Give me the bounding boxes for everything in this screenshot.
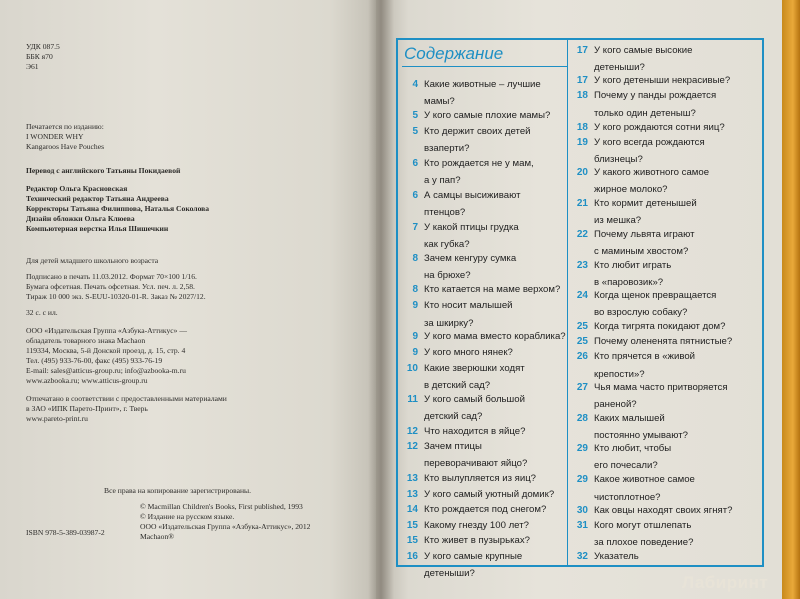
toc-entry-line: Указатель — [594, 551, 639, 562]
toc-entry-line: взаперти? — [424, 142, 470, 154]
imprint-line: www.pareto-print.ru — [26, 414, 88, 423]
toc-page-number: 5 — [412, 110, 418, 122]
toc-page-number: 26 — [576, 351, 588, 363]
toc-entry[interactable] — [594, 134, 705, 168]
imprint-line: © Macmillan Children's Books, First published, 1993 — [140, 502, 303, 511]
imprint-line: Machaon® — [140, 532, 175, 541]
imprint-line: в ЗАО «ИПК Парето-Принт», г. Тверь — [26, 404, 148, 413]
toc-entry-line: мамы? — [424, 96, 455, 108]
toc-title: Содержание — [404, 44, 504, 63]
imprint-line: Редактор Ольга Красновская — [26, 184, 128, 193]
toc-entry-line: жирное молоко? — [594, 184, 668, 196]
toc-entry-line: переворачивают яйцо? — [424, 458, 528, 470]
toc-entry-line: постоянно умывают? — [594, 430, 688, 442]
toc-entry[interactable] — [594, 471, 695, 505]
toc-entry-line: Кого могут отшлепать — [594, 519, 692, 531]
toc-entry-line: его почесали? — [594, 460, 658, 472]
toc-column-divider — [567, 40, 568, 565]
toc-entry[interactable] — [594, 287, 716, 321]
imprint-line: www.azbooka.ru; www.atticus-group.ru — [26, 376, 148, 385]
toc-page-number: 25 — [576, 336, 588, 348]
imprint-line: Все права на копирование зарегистрированы. — [104, 486, 252, 495]
toc-entry[interactable] — [594, 517, 693, 551]
toc-page-number: 13 — [406, 473, 418, 485]
toc-entry-line: Какие зверюшки ходят — [424, 362, 525, 374]
imprint-line: Тираж 10 000 экз. S-EUU-10320-01-R. Заказ № 2027/12. — [26, 292, 206, 301]
toc-page-number: 28 — [576, 412, 588, 424]
toc-entry-line: Как овцы находят своих ягнят? — [594, 504, 733, 516]
imprint-line: Kangaroos Have Pouches — [26, 142, 105, 151]
toc-entry-line: детский сад? — [424, 410, 483, 422]
toc-entry[interactable] — [594, 164, 709, 198]
toc-entry-line: Что находится в яйце? — [424, 425, 526, 437]
toc-page-number: 12 — [406, 425, 418, 437]
toc-entry-line: Кто любит, чтобы — [594, 443, 672, 455]
toc-entry-line: Кто рождается не у мам, — [424, 157, 534, 169]
toc-entry[interactable] — [424, 155, 534, 189]
toc-title-underline — [402, 66, 567, 67]
toc-page-number: 19 — [576, 136, 588, 148]
toc-entry-line: близнецы? — [594, 153, 643, 165]
toc-entry-line: У кого детеныши некрасивые? — [594, 75, 731, 87]
toc-page-number: 24 — [576, 289, 588, 301]
toc-entry-line: У кого самый уютный домик? — [424, 488, 555, 500]
toc-page-number: 20 — [576, 167, 588, 179]
toc-entry-line: а у пап? — [424, 174, 461, 186]
imprint-line: Компьютерная верстка Илья Шишечкин — [26, 224, 169, 233]
toc-entry-line: в детский сад? — [424, 379, 491, 391]
toc-entry-line: детеныши? — [424, 568, 475, 580]
toc-entry-line: Когда щенок превращается — [594, 289, 717, 301]
toc-entry[interactable] — [594, 87, 716, 121]
toc-entry[interactable] — [424, 250, 516, 284]
toc-entry[interactable] — [424, 438, 527, 472]
toc-entry-line: Когда тигрята покидают дом? — [594, 321, 726, 333]
toc-entry-line: Кто кормит детенышей — [594, 198, 697, 210]
imprint-line: Подписано в печать 11.03.2012. Формат 70×100 1/16. — [26, 272, 197, 281]
toc-entry-line: с маминым хвостом? — [594, 245, 689, 257]
toc-page-number: 6 — [412, 189, 418, 201]
toc-entry[interactable] — [594, 548, 639, 565]
imprint-line: Бумага офсетная. Печать офсетная. Усл. печ. л. 2,58. — [26, 282, 195, 291]
toc-page-number: 23 — [576, 259, 588, 271]
toc-entry-line: Зачем птицы — [424, 441, 482, 453]
toc-page-number: 5 — [412, 125, 418, 137]
toc-entry-line: Кто держит своих детей — [424, 125, 531, 137]
toc-entry[interactable] — [594, 195, 697, 229]
toc-page-number: 25 — [576, 321, 588, 333]
toc-page-number: 15 — [406, 535, 418, 547]
toc-entry[interactable] — [424, 76, 541, 110]
toc-entry-line: на брюхе? — [424, 270, 471, 281]
toc-entry-line: Кто любит играть — [594, 259, 672, 271]
toc-page-number: 12 — [406, 441, 418, 453]
toc-entry-line: за плохое поведение? — [594, 537, 694, 549]
toc-entry-line: У кого самые плохие мамы? — [424, 110, 551, 122]
toc-entry-line: крепости»? — [594, 368, 645, 380]
toc-entry-line: Кто катается на маме верхом? — [424, 283, 561, 295]
toc-entry[interactable] — [594, 257, 671, 291]
toc-entry-line: детеныши? — [594, 62, 645, 74]
toc-entry-line: Кто вылупляется из яиц? — [424, 473, 537, 485]
toc-page-number: 29 — [576, 474, 588, 486]
book-cover-edge — [782, 0, 800, 599]
toc-page-number: 8 — [412, 252, 418, 264]
imprint-line: Дизайн обложки Ольга Клюева — [26, 214, 135, 223]
book-gutter — [368, 0, 394, 599]
toc-entry[interactable] — [594, 379, 728, 413]
toc-page-number: 9 — [412, 300, 418, 312]
toc-entry-line: как губка? — [424, 238, 470, 250]
toc-entry-line: Кто живет в пузырьках? — [424, 535, 530, 547]
toc-entry[interactable] — [424, 281, 560, 298]
toc-page-number: 27 — [576, 381, 588, 393]
toc-entry[interactable] — [594, 440, 671, 474]
toc-entry-line: А самцы высиживают — [424, 189, 521, 201]
toc-entry[interactable] — [594, 348, 695, 382]
toc-entry-line: за шкирку? — [424, 317, 474, 329]
toc-page-number: 16 — [406, 551, 418, 562]
toc-entry[interactable] — [424, 123, 531, 157]
toc-page-number: 22 — [576, 228, 588, 240]
toc-entry[interactable] — [424, 391, 525, 425]
toc-entry[interactable] — [424, 360, 525, 394]
toc-entry[interactable] — [424, 187, 520, 221]
imprint-line: обладатель товарного знака Machaon — [26, 336, 146, 345]
toc-entry-line: У кого самые высокие — [594, 45, 693, 56]
toc-entry-line: Кто рождается под снегом? — [424, 504, 547, 516]
imprint-line: УДК 087.5 — [26, 42, 60, 51]
toc-entry-line: Чья мама часто притворяется — [594, 381, 728, 393]
imprint-line: Технический редактор Татьяна Андреева — [26, 194, 169, 203]
toc-page-number: 17 — [576, 45, 588, 56]
imprint-line: Корректоры Татьяна Филиппова, Наталья Соколова — [26, 204, 210, 213]
toc-entry-line: Почему у панды рождается — [594, 90, 717, 102]
imprint-line: E-mail: sales@atticus-group.ru; info@azbooka-m.ru — [26, 366, 186, 375]
imprint-line: ISBN 978-5-389-03987-2 — [26, 528, 105, 537]
toc-entry-line: Кто прячется в «живой — [594, 351, 696, 363]
toc-entry-line: У кого всегда рождаются — [594, 136, 705, 148]
imprint-line: Для детей младшего школьного возраста — [26, 256, 159, 265]
toc-entry-line: только один детеныш? — [594, 107, 696, 119]
toc-entry-line: во взрослую собаку? — [594, 307, 688, 319]
toc-entry-line: У кого рождаются сотни яиц? — [594, 121, 725, 133]
toc-page-number: 14 — [406, 504, 418, 516]
left-page — [0, 0, 388, 599]
imprint-line: ООО «Издательская Группа «Азбука-Аттикус», 2012 — [140, 522, 311, 531]
toc-page-number: 11 — [407, 393, 418, 405]
toc-entry-line: в «паровозик»? — [594, 276, 664, 288]
toc-entry-line: Кто носит малышей — [424, 300, 513, 312]
toc-page-number: 6 — [412, 157, 418, 169]
imprint-line: 32 с. с ил. — [26, 308, 58, 317]
toc-page-number: 32 — [576, 551, 588, 562]
toc-page-number: 4 — [412, 79, 418, 90]
toc-entry-line: Зачем кенгуру сумка — [424, 252, 517, 264]
imprint-line: Отпечатано в соответствии с предоставленными материалами — [26, 394, 227, 403]
toc-page-number: 7 — [412, 221, 418, 233]
imprint-line: © Издание на русском языке. — [140, 512, 235, 521]
toc-page-number: 13 — [406, 488, 418, 500]
toc-page-number: 18 — [576, 90, 588, 102]
imprint-line: Перевод с английского Татьяны Покидаевой — [26, 166, 181, 175]
toc-entry-line: У кого много нянек? — [424, 347, 513, 358]
toc-entry-line: Почему львята играют — [594, 228, 695, 240]
toc-entry-line: Какие животные – лучшие — [424, 79, 541, 90]
toc-page-number: 21 — [576, 198, 588, 210]
toc-page-number: 10 — [406, 362, 418, 374]
toc-page-number: 8 — [412, 283, 418, 295]
toc-page-number: 29 — [576, 443, 588, 455]
toc-entry-line: птенцов? — [424, 206, 466, 218]
imprint-line: I WONDER WHY — [26, 132, 84, 141]
toc-entry-line: У какой птицы грудка — [424, 221, 519, 233]
toc-entry[interactable] — [594, 42, 692, 76]
toc-entry[interactable] — [424, 297, 513, 331]
imprint-line: ББК я70 — [26, 52, 53, 61]
toc-entry[interactable] — [594, 410, 688, 444]
toc-entry[interactable] — [424, 219, 519, 253]
toc-entry-line: У какого животного самое — [594, 167, 710, 179]
toc-entry-line: У кого самый большой — [424, 393, 525, 405]
toc-entry-line: из мешка? — [594, 215, 642, 227]
toc-entry[interactable] — [594, 226, 695, 260]
toc-entry-line: Почему олененята пятнистые? — [594, 336, 733, 348]
toc-page-number: 30 — [576, 504, 588, 516]
imprint-line: Печатается по изданию: — [26, 122, 104, 131]
toc-page-number: 18 — [576, 121, 588, 133]
toc-entry-line: Какому гнезду 100 лет? — [424, 519, 529, 531]
toc-entry[interactable] — [424, 548, 522, 582]
imprint-line: Тел. (495) 933-76-00, факс (495) 933-76-19 — [26, 356, 163, 365]
toc-entry-line: чистоплотное? — [594, 491, 661, 503]
toc-page-number: 31 — [576, 519, 588, 531]
imprint-line: Э61 — [26, 62, 39, 71]
toc-page-number: 15 — [406, 519, 418, 531]
toc-page-number: 9 — [412, 331, 418, 343]
watermark-logo: Лабиринт — [682, 573, 769, 592]
toc-page-number: 17 — [576, 75, 588, 87]
imprint-line: 119334, Москва, 5-й Донской проезд, д. 15, стр. 4 — [26, 346, 186, 355]
imprint-line: ООО «Издательская Группа «Азбука-Аттикус» — — [26, 326, 187, 335]
toc-page-number: 9 — [412, 347, 418, 358]
toc-entry-line: У кого мама вместо кораблика? — [424, 331, 566, 343]
toc-entry-line: Каких малышей — [594, 412, 665, 424]
toc-entry-line: раненой? — [594, 398, 637, 410]
toc-entry-line: У кого самые крупные — [424, 551, 523, 562]
toc-entry-line: Какое животное самое — [594, 474, 695, 486]
